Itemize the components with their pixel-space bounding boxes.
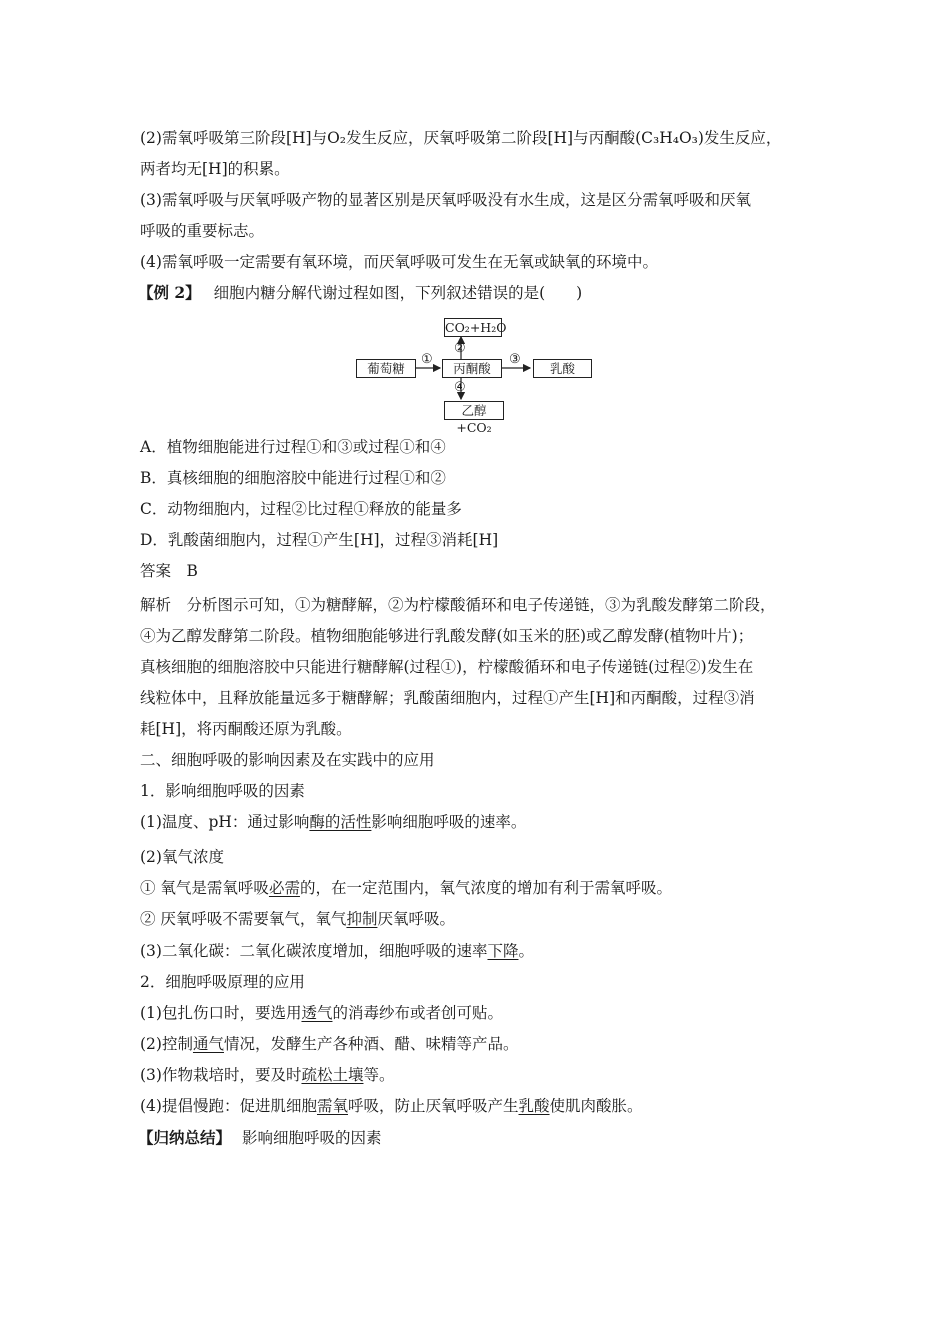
analysis-line-2: ④为乙醇发酵第二阶段。植物细胞能够进行乳酸发酵(如玉米的胚)或乙醇发酵(植物叶片)； bbox=[140, 627, 754, 645]
step-4-label: ④ bbox=[454, 380, 466, 395]
application-1 bbox=[140, 1003, 503, 1023]
answer: 答案 B bbox=[140, 562, 198, 580]
text-span: 。 bbox=[518, 942, 534, 960]
application-2 bbox=[140, 1034, 519, 1054]
summary-heading bbox=[138, 1128, 381, 1148]
text-span: 情况，发酵生产各种酒、醋、味精等产品。 bbox=[223, 1035, 519, 1053]
factor-oxygen: (2)氧气浓度 bbox=[140, 848, 224, 866]
section-2-heading: 二、细胞呼吸的影响因素及在实践中的应用 bbox=[140, 751, 435, 769]
paragraph-4: (4)需氧呼吸一定需要有氧环境，而厌氧呼吸可发生在无氧或缺氧的环境中。 bbox=[140, 253, 658, 271]
example-tag: 【例 2】 bbox=[138, 283, 201, 302]
underlined-answer: 必需 bbox=[268, 879, 300, 897]
factor-temperature bbox=[140, 812, 526, 832]
step-2-label: ② bbox=[454, 341, 466, 356]
ethanol-co2-box: 乙醇+CO₂ bbox=[444, 401, 504, 420]
glucose-metabolism-diagram bbox=[350, 315, 600, 435]
text-span: 呼吸，防止厌氧呼吸产生 bbox=[347, 1097, 519, 1115]
text-span: ① 氧气是需氧呼吸 bbox=[140, 879, 269, 897]
subsection-1-heading: 1．影响细胞呼吸的因素 bbox=[140, 782, 305, 800]
paragraph-2-line-1: (2)需氧呼吸第三阶段[H]与O₂发生反应，厌氧呼吸第二阶段[H]与丙酮酸(C₃H₄O₃)发生反应， bbox=[140, 129, 782, 147]
paragraph-2-line-2: 两者均无[H]的积累。 bbox=[140, 160, 290, 178]
pyruvate-box: 丙酮酸 bbox=[442, 359, 502, 378]
text-span: (2)控制 bbox=[140, 1035, 193, 1053]
factor-co2 bbox=[140, 941, 534, 961]
underlined-answer: 酶的活性 bbox=[309, 813, 372, 831]
glucose-box: 葡萄糖 bbox=[356, 359, 416, 378]
summary-text: 影响细胞呼吸的因素 bbox=[241, 1129, 382, 1147]
underlined-answer: 抑制 bbox=[346, 910, 378, 928]
analysis-line-5: 耗[H]，将丙酮酸还原为乳酸。 bbox=[140, 720, 352, 738]
example-text: 细胞内糖分解代谢过程如图，下列叙述错误的是( ) bbox=[213, 284, 583, 302]
analysis-line-4: 线粒体中，且释放能量远多于糖酵解；乳酸菌细胞内，过程①产生[H]和丙酮酸，过程③消 bbox=[140, 689, 755, 707]
paragraph-3-line-1: (3)需氧呼吸与厌氧呼吸产物的显著区别是厌氧呼吸没有水生成，这是区分需氧呼吸和厌氧 bbox=[140, 191, 751, 209]
option-b: B．真核细胞的细胞溶胶中能进行过程①和② bbox=[140, 469, 446, 487]
application-4 bbox=[140, 1096, 643, 1116]
underlined-answer: 透气 bbox=[301, 1004, 333, 1022]
underlined-answer: 需氧 bbox=[316, 1097, 348, 1115]
application-3 bbox=[140, 1065, 395, 1085]
text-span: (3)作物栽培时，要及时 bbox=[140, 1066, 302, 1084]
step-1-label: ① bbox=[421, 352, 433, 367]
text-span: (3)二氧化碳：二氧化碳浓度增加，细胞呼吸的速率 bbox=[140, 942, 488, 960]
option-d: D．乳酸菌细胞内，过程①产生[H]，过程③消耗[H] bbox=[140, 531, 499, 549]
subsection-2-heading: 2．细胞呼吸原理的应用 bbox=[140, 973, 305, 991]
summary-tag: 【归纳总结】 bbox=[138, 1128, 232, 1147]
text-span: 的，在一定范围内，氧气浓度的增加有利于需氧呼吸。 bbox=[299, 879, 672, 897]
co2-h2o-box: CO₂+H₂O bbox=[445, 320, 507, 335]
text-span: (4)提倡慢跑：促进肌细胞 bbox=[140, 1097, 317, 1115]
underlined-answer: 通气 bbox=[192, 1035, 224, 1053]
text-span: 影响细胞呼吸的速率。 bbox=[371, 813, 527, 831]
text-span: (1)包扎伤口时，要选用 bbox=[140, 1004, 302, 1022]
oxygen-point-1 bbox=[140, 878, 672, 898]
analysis-line-1: 解析 分析图示可知，①为糖酵解，②为柠檬酸循环和电子传递链，③为乳酸发酵第二阶段， bbox=[140, 596, 776, 614]
underlined-answer: 疏松土壤 bbox=[301, 1066, 364, 1084]
example-2-question bbox=[138, 283, 582, 303]
lactic-acid-box: 乳酸 bbox=[533, 359, 592, 378]
text-span: ② 厌氧呼吸不需要氧气，氧气 bbox=[140, 910, 347, 928]
analysis-line-3: 真核细胞的细胞溶胶中只能进行糖酵解(过程①)，柠檬酸循环和电子传递链(过程②)发生在 bbox=[140, 658, 754, 676]
paragraph-3-line-2: 呼吸的重要标志。 bbox=[140, 222, 265, 240]
underlined-answer: 乳酸 bbox=[518, 1097, 550, 1115]
option-a: A．植物细胞能进行过程①和③或过程①和④ bbox=[140, 438, 446, 456]
text-span: 厌氧呼吸。 bbox=[377, 910, 455, 928]
step-3-label: ③ bbox=[509, 352, 521, 367]
option-c: C．动物细胞内，过程②比过程①释放的能量多 bbox=[140, 500, 462, 518]
oxygen-point-2 bbox=[140, 909, 455, 929]
text-span: 使肌肉酸胀。 bbox=[549, 1097, 643, 1115]
text-span: (1)温度、pH：通过影响 bbox=[140, 813, 310, 831]
text-span: 的消毒纱布或者创可贴。 bbox=[332, 1004, 503, 1022]
underlined-answer: 下降 bbox=[487, 942, 519, 960]
text-span: 等。 bbox=[363, 1066, 395, 1084]
